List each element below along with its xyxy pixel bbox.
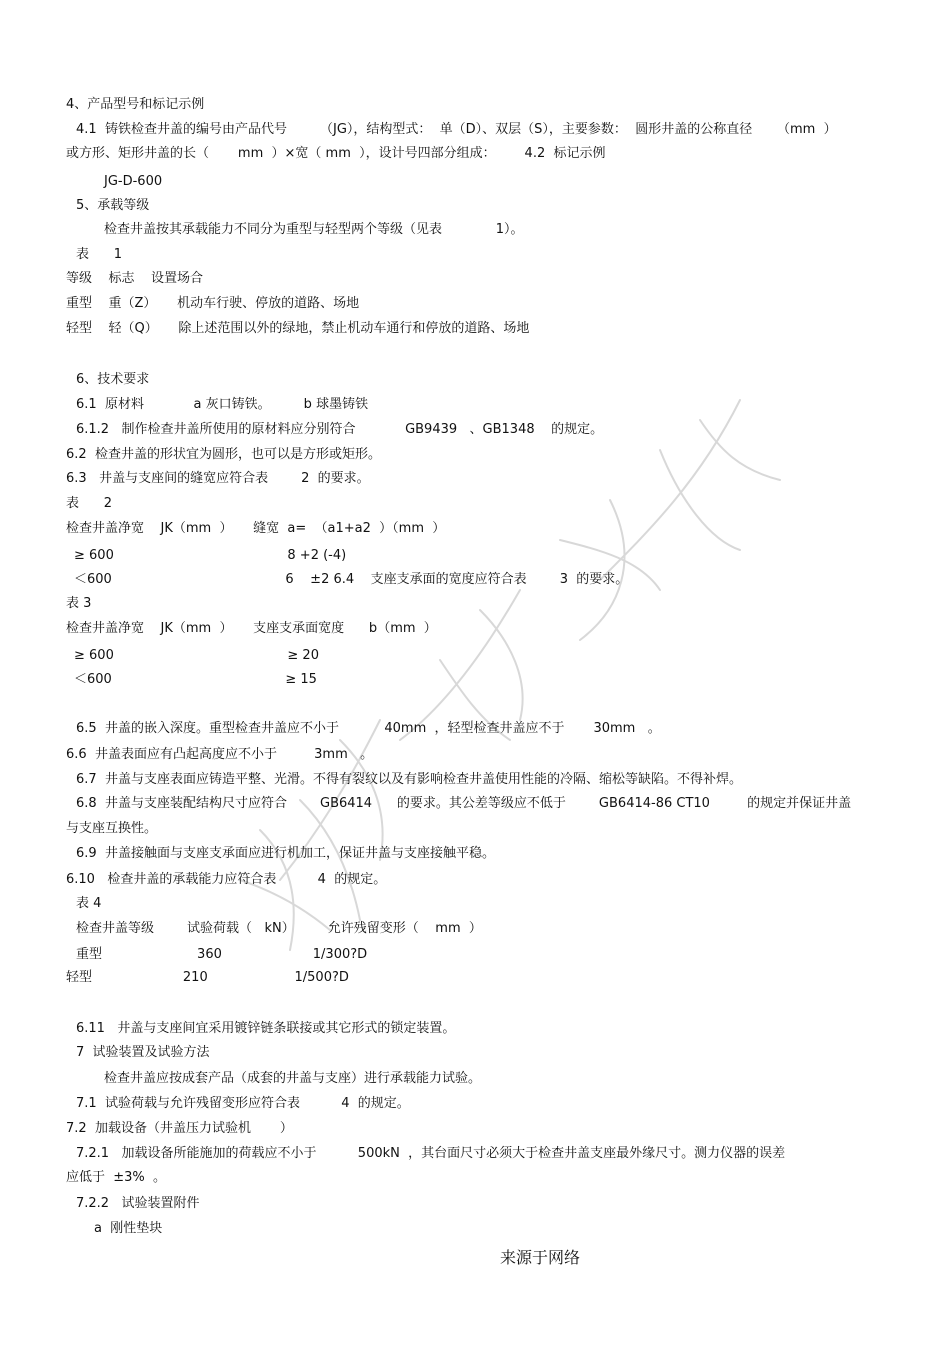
- source-footer: 来源于网络: [500, 1248, 581, 1267]
- text-line: 表 3: [66, 596, 92, 611]
- text-line: 7.2 加载设备（井盖压力试验机 ）: [66, 1121, 293, 1136]
- text-line: 7 试验装置及试验方法: [76, 1045, 210, 1060]
- text-line: a 刚性垫块: [94, 1221, 163, 1236]
- text-line: 4、产品型号和标记示例: [66, 97, 205, 112]
- text-line: 6.10 检查井盖的承载能力应符合表 4 的规定。: [66, 872, 387, 887]
- text-line: 6.7 井盖与支座表面应铸造平整、光滑。不得有裂纹以及有影响检查井盖使用性能的冷隔、缩松等缺陷。不得补焊。: [76, 772, 742, 787]
- text-line: 重型 重（Z） 机动车行驶、停放的道路、场地: [66, 296, 360, 311]
- text-line: 轻型 210 1/500?D: [66, 970, 349, 985]
- text-line: 6.6 井盖表面应有凸起高度应不小于 3mm 。: [66, 747, 374, 762]
- text-line: 7.2.1 加载设备所能施加的荷载应不小于 500kN ，其台面尺寸必须大于检查井盖支座最外缘尺寸。测力仪器的误差: [76, 1146, 786, 1161]
- text-line: 检查井盖净宽 JK（mm ） 缝宽 a= （a1+a2 ）（mm ）: [66, 521, 446, 536]
- text-line: 6、技术要求: [76, 372, 150, 387]
- text-line: 6.2 检查井盖的形状宜为圆形，也可以是方形或矩形。: [66, 447, 381, 462]
- text-line: 检查井盖应按成套产品（成套的井盖与支座）进行承载能力试验。: [104, 1071, 482, 1086]
- text-line: ≥ 600 8 +2 (-4): [74, 548, 347, 563]
- text-line: 表 4: [76, 896, 102, 911]
- text-line: 表 2: [66, 496, 113, 511]
- text-line: 检查井盖净宽 JK（mm ） 支座支承面宽度 b（mm ）: [66, 621, 437, 636]
- text-line: 6.11 井盖与支座间宜采用镀锌链条联接或其它形式的锁定装置。: [76, 1021, 456, 1036]
- text-line: 6.3 井盖与支座间的缝宽应符合表 2 的要求。: [66, 471, 370, 486]
- text-line: 5、承载等级: [76, 198, 150, 213]
- text-line: 轻型 轻（Q） 除上述范围以外的绿地，禁止机动车通行和停放的道路、场地: [66, 321, 530, 336]
- text-line: 检查井盖等级 试验荷载（ kN） 允许残留变形（ mm ）: [76, 921, 482, 936]
- text-line: 4.1 铸铁检查井盖的编号由产品代号 （JG），结构型式： 单（D）、双层（S），主要参数： 圆形井盖的公称直径 （mm ）: [76, 122, 837, 137]
- text-line: 与支座互换性。: [66, 821, 158, 836]
- text-line: 检查井盖按其承载能力不同分为重型与轻型两个等级（见表 1）。: [104, 222, 524, 237]
- text-line: ＜600 ≥ 15: [74, 672, 317, 687]
- text-line: 7.1 试验荷载与允许残留变形应符合表 4 的规定。: [76, 1096, 410, 1111]
- text-line: 应低于 ±3% 。: [66, 1170, 167, 1185]
- text-line: 6.1 原材料 a 灰口铸铁。 b 球墨铸铁: [76, 397, 369, 412]
- text-line: 6.9 井盖接触面与支座支承面应进行机加工，保证井盖与支座接触平稳。: [76, 846, 495, 861]
- text-line: ≥ 600 ≥ 20: [74, 648, 319, 663]
- text-line: 等级 标志 设置场合: [66, 271, 204, 286]
- text-line: 重型 360 1/300?D: [76, 947, 368, 962]
- text-line: 7.2.2 试验装置附件: [76, 1196, 200, 1211]
- text-line: 6.5 井盖的嵌入深度。重型检查井盖应不小于 40mm ，轻型检查井盖应不于 30mm 。: [76, 721, 661, 736]
- text-line: 或方形、矩形井盖的长（ mm ）×宽（ mm ），设计号四部分组成： 4.2 标记示例: [66, 146, 606, 161]
- text-line: 6.1.2 制作检查井盖所使用的原材料应分别符合 GB9439 、GB1348 的规定。: [76, 422, 604, 437]
- text-line: ＜600 6 ±2 6.4 支座支承面的宽度应符合表 3 的要求。: [74, 572, 629, 587]
- text-line: 6.8 井盖与支座装配结构尺寸应符合 GB6414 的要求。其公差等级应不低于 GB6414-86 CT10 的规定并保证井盖: [76, 796, 852, 811]
- text-line: 表 1: [76, 247, 123, 262]
- text-line: JG-D-600: [104, 174, 163, 189]
